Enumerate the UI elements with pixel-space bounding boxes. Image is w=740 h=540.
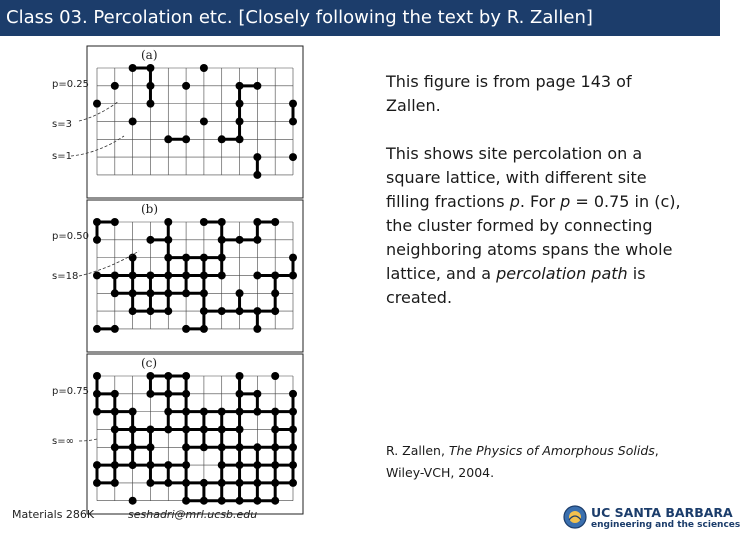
caption-p-symbol-2: p bbox=[560, 192, 571, 211]
panel-a-label: (a) bbox=[141, 48, 158, 62]
logo-line-2: engineering and the sciences bbox=[591, 520, 740, 530]
percolation-lattice-image bbox=[49, 41, 306, 518]
reference-author: R. Zallen, bbox=[386, 443, 449, 458]
panel-a-p-label: p=0.25 bbox=[52, 79, 89, 90]
caption-text-2b: . For bbox=[519, 192, 561, 211]
panel-b-s-label: s=18 bbox=[52, 271, 79, 282]
ucsb-seal-icon bbox=[563, 505, 587, 529]
panel-b-p-label: p=0.50 bbox=[52, 231, 89, 242]
caption-paragraph-1 bbox=[386, 70, 686, 118]
panel-a-s1-label: s=1 bbox=[52, 151, 72, 162]
slide-title-bar bbox=[0, 0, 720, 36]
reference-publisher: , Wiley-VCH, 2004. bbox=[386, 443, 659, 480]
reference bbox=[386, 440, 696, 484]
percolation-figure bbox=[49, 41, 306, 518]
slide-title: Class 03. Percolation etc. [Closely following the text by R. Zallen] bbox=[6, 7, 593, 28]
caption-percolation-path: percolation path bbox=[496, 264, 628, 283]
panel-c-s-label: s=∞ bbox=[52, 436, 74, 447]
caption-paragraph-2 bbox=[386, 142, 686, 310]
panel-c-p-label: p=0.75 bbox=[52, 386, 89, 397]
reference-book: The Physics of Amorphous Solids bbox=[448, 443, 655, 458]
caption-text-2c: = 0.75 in (c), the cluster formed by connecting neighboring atoms spans the whole lattice, and a bbox=[386, 192, 681, 283]
panel-a-s3-label: s=3 bbox=[52, 119, 72, 130]
footer-email[interactable]: seshadri@mrl.ucsb.edu bbox=[128, 508, 258, 521]
caption-text-2 bbox=[386, 142, 686, 310]
logo-line-1: UC SANTA BARBARA bbox=[591, 505, 733, 520]
caption-text-2d: is created. bbox=[386, 264, 646, 307]
caption-p-symbol: p bbox=[509, 192, 520, 211]
panel-b-label: (b) bbox=[141, 202, 159, 216]
footer-course: Materials 286K bbox=[12, 508, 95, 521]
caption-text-1: This figure is from page 143 of Zallen. bbox=[386, 72, 632, 115]
ucsb-logo bbox=[563, 505, 740, 535]
caption-text-2a: This shows site percolation on a square lattice, with different site filling fractions bbox=[386, 144, 647, 211]
panel-c-label: (c) bbox=[141, 356, 158, 370]
